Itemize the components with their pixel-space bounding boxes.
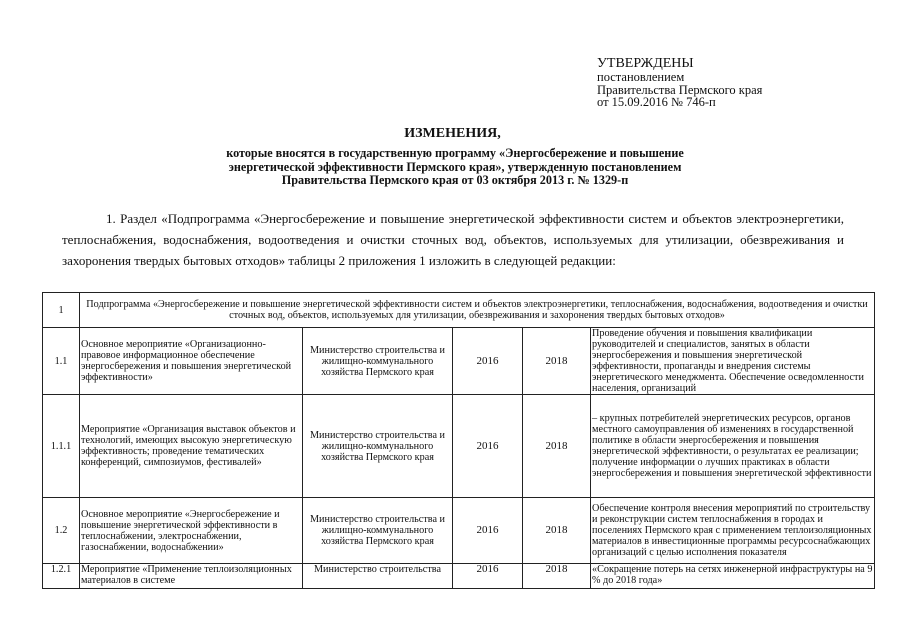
approval-line-2: Правительства Пермского края: [597, 82, 763, 97]
row-result: – крупных потребителей энергетических ресурсов, органов местного самоуправления об изменениях в государственной политике в области энергосбережения и повышения энергетической эффективности, о результатах ее реализации; получение информации о лучших практиках в области энергосбережения и повышения энергетической эффективности: [591, 395, 875, 498]
approval-stamp: [597, 56, 762, 109]
subtitle-line-1: которые вносятся в государственную программу «Энергосбережение и повышение: [226, 146, 684, 160]
program-table: [42, 292, 875, 589]
table-row: [43, 328, 875, 395]
row-num: 1.1.1: [43, 395, 80, 498]
row-num: 1.2.1: [43, 564, 80, 589]
header-subprogram-cell: Подпрограмма «Энергосбережение и повышение энергетической эффективности систем и объектов электроэнергетики, теплоснабжения, водоснабжения, водоотведения и очистки сточных вод, объектов, используемых для утилизации, обезвреживания и захоронения твердых бытовых отходов»: [80, 293, 875, 328]
row-activity: Основное мероприятие «Организационно-правовое информационное обеспечение энергосбережения и повышения энергетической эффективности»: [80, 328, 303, 395]
row-activity: Мероприятие «Применение теплоизоляционных материалов в системе: [80, 564, 303, 589]
document-subtitle: [140, 147, 770, 188]
row-activity: Мероприятие «Организация выставок объектов и технологий, имеющих высокую энергетическую эффективность; проведение тематических конференций, симпозиумов, фестивалей»: [80, 395, 303, 498]
row-end-year: 2018: [523, 564, 591, 589]
row-executor: Министерство строительства и жилищно-коммунального хозяйства Пермского края: [303, 498, 453, 564]
row-result: Проведение обучения и повышения квалификации руководителей и специалистов, занятых в области энергосбережения и повышения энергетической эффективности, пропаганды и внедрения системы энергетического менеджмента. Обеспечение осведомленности населения, организаций: [591, 328, 875, 395]
row-start-year: 2016: [453, 395, 523, 498]
approval-line-1: постановлением: [597, 70, 685, 84]
approval-heading: УТВЕРЖДЕНЫ: [597, 56, 694, 71]
subtitle-line-2: энергетической эффективности Пермского края», утвержденную постановлением: [228, 159, 682, 174]
row-start-year: 2016: [453, 328, 523, 395]
row-activity: Основное мероприятие «Энергосбережение и повышение энергетической эффективности в теплоснабжении, электроснабжении, газоснабжении, водоснабжении»: [80, 498, 303, 564]
row-end-year: 2018: [523, 328, 591, 395]
intro-paragraph: 1. Раздел «Подпрограмма «Энергосбережение и повышение энергетической эффективности систем и объектов электроэнергетики, теплоснабжения, водоснабжения, водоотведения и очистки сточных вод, объектов, используемых для утилизации, обезвреживания и захоронения твердых бытовых отходов» таблицы 2 приложения 1 изложить в следующей редакции:: [62, 211, 844, 268]
row-end-year: 2018: [523, 395, 591, 498]
row-result: Обеспечение контроля внесения мероприятий по строительству и реконструкции систем теплоснабжения в городах и поселениях Пермского края с применением теплоизоляционных материалов в инвестиционные программы ресурсоснабжающих организаций с целью исполнения показателя: [591, 498, 875, 564]
row-start-year: 2016: [453, 564, 523, 589]
approval-line-3: от 15.09.2016 № 746-п: [597, 95, 716, 109]
table-header-row: [43, 293, 875, 328]
row-executor: Министерство строительства: [303, 564, 453, 589]
row-num: 1.1: [43, 328, 80, 395]
row-start-year: 2016: [453, 498, 523, 564]
row-end-year: 2018: [523, 498, 591, 564]
document-title: ИЗМЕНЕНИЯ,: [404, 126, 501, 141]
table-row: [43, 498, 875, 564]
row-num: 1.2: [43, 498, 80, 564]
row-executor: Министерство строительства и жилищно-коммунального хозяйства Пермского края: [303, 328, 453, 395]
row-result: «Сокращение потерь на сетях инженерной инфраструктуры на 9 % до 2018 года»: [591, 564, 875, 589]
table-row: [43, 395, 875, 498]
table-row: [43, 564, 875, 589]
row-executor: Министерство строительства и жилищно-коммунального хозяйства Пермского края: [303, 395, 453, 498]
header-num-cell: 1: [43, 293, 80, 328]
subtitle-line-3: Правительства Пермского края от 03 октября 2013 г. № 1329-п: [281, 173, 629, 187]
